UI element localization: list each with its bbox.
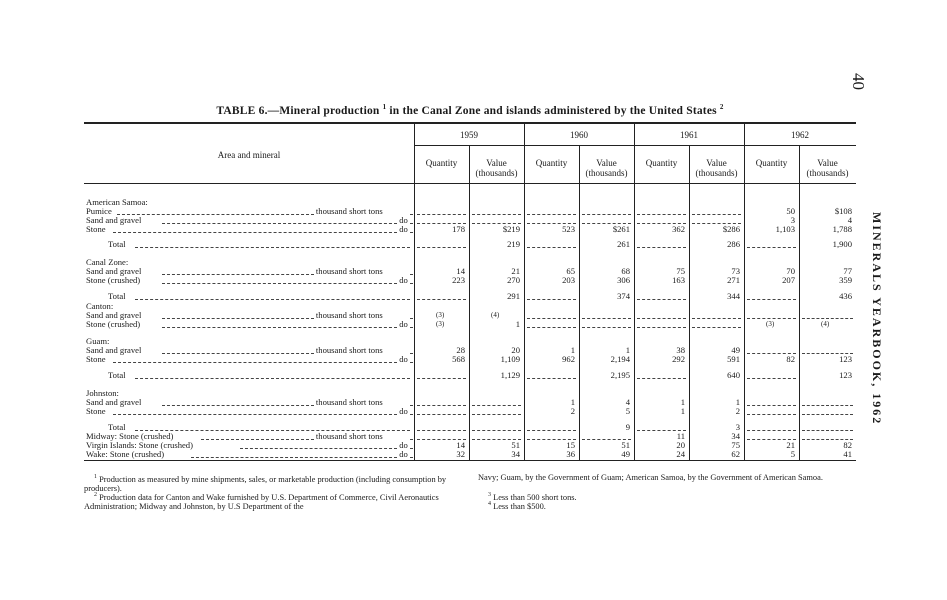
table-cell: 640	[727, 370, 740, 380]
leader-dots	[135, 299, 411, 300]
table-cell: 270	[507, 275, 520, 285]
empty-cell-dashes	[417, 378, 466, 379]
table-cell: 50	[786, 206, 795, 216]
table-cell: 1,900	[832, 239, 852, 249]
table-cell: 15	[566, 440, 575, 450]
total-label: Total	[108, 371, 126, 380]
leader-dots	[410, 223, 413, 224]
total-label: Total	[108, 292, 126, 301]
table-cell: 568	[452, 354, 465, 364]
row-label: Pumice	[86, 207, 112, 216]
footnote-3-mark: 3	[488, 492, 491, 498]
leader-dots	[162, 274, 314, 275]
empty-cell-dashes	[417, 247, 466, 248]
empty-cell-dashes	[637, 327, 686, 328]
col-value-1959	[469, 158, 524, 178]
value-label: Value	[706, 158, 727, 168]
leader-dots	[410, 439, 413, 440]
leader-dots	[201, 439, 314, 440]
year-header-1960: 1960	[570, 130, 588, 140]
empty-cell-dashes	[692, 214, 741, 215]
column-rule	[744, 122, 745, 460]
leader-dots	[410, 405, 413, 406]
table-cell: 123	[839, 354, 852, 364]
table-cell: 34	[511, 449, 520, 459]
footnote-2-continued	[478, 473, 858, 482]
title-footnote-2: 2	[719, 103, 724, 111]
empty-cell-dashes	[582, 327, 631, 328]
table-title	[84, 103, 856, 117]
table-cell: (4)	[491, 311, 500, 319]
table-cell: 14	[456, 440, 465, 450]
empty-cell-dashes	[527, 378, 576, 379]
footnote-4-text: Less than $500.	[493, 501, 546, 511]
table-bottom-rule	[84, 460, 856, 461]
unit-label: thousand short tons	[315, 432, 383, 441]
table-cell: 1	[680, 406, 685, 416]
table-cell: 1,788	[832, 224, 852, 234]
table-cell: 1	[570, 397, 575, 407]
column-rule	[414, 122, 415, 460]
table-cell: 362	[672, 224, 685, 234]
table-cell: 5	[625, 406, 630, 416]
table-cell: 9	[625, 422, 630, 432]
value-unit-label: (thousands)	[695, 168, 738, 178]
unit-label: thousand short tons	[315, 207, 383, 216]
table-cell: 359	[839, 275, 852, 285]
footnote-4	[478, 500, 858, 511]
table-cell: 1	[570, 345, 575, 355]
total-label: Total	[108, 423, 126, 432]
col-quantity-1962: Quantity	[755, 158, 788, 168]
table-cell: 21	[511, 266, 520, 276]
empty-cell-dashes	[637, 299, 686, 300]
footnote-2-text-part2: Navy; Guam, by the Government of Guam; American Samoa, by the Government of American Samoa.	[478, 473, 823, 482]
unit-label: do	[399, 276, 408, 285]
table-cell: 291	[507, 291, 520, 301]
col-quantity-1961: Quantity	[645, 158, 678, 168]
leader-dots	[410, 414, 413, 415]
leader-dots	[410, 214, 413, 215]
table-cell: 41	[843, 449, 852, 459]
leader-dots	[410, 362, 413, 363]
table-cell: $108	[834, 206, 852, 216]
table-cell: 2,194	[610, 354, 630, 364]
leader-dots	[135, 430, 411, 431]
footnote-1-text: Production as measured by mine shipments, sales, or marketable production (including consumption by producers).	[84, 474, 447, 493]
leader-dots	[113, 414, 398, 415]
row-label: Sand and gravel	[86, 311, 142, 320]
table-cell: 1	[680, 397, 685, 407]
leader-dots	[162, 353, 314, 354]
row-label: Sand and gravel	[86, 216, 142, 225]
table-cell: 2,195	[610, 370, 630, 380]
leader-dots	[162, 405, 314, 406]
footnote-2-text-part1: Production data for Canton and Wake furnished by U.S. Department of Commerce, Civil Aeronautics Administration; Midway and Johnston, by U.S Department of the	[84, 492, 439, 511]
leader-dots	[113, 362, 398, 363]
empty-cell-dashes	[472, 405, 521, 406]
group-label: Guam:	[86, 337, 110, 346]
table-cell: 436	[839, 291, 852, 301]
unit-label: do	[399, 225, 408, 234]
empty-cell-dashes	[747, 378, 796, 379]
leader-dots	[410, 457, 413, 458]
table-cell: $286	[722, 224, 740, 234]
empty-cell-dashes	[692, 327, 741, 328]
title-text-end: in the Canal Zone and islands administered by the United States	[389, 104, 717, 117]
empty-cell-dashes	[802, 430, 853, 431]
table-cell: 14	[456, 266, 465, 276]
table-cell: 73	[731, 266, 740, 276]
table-cell: 36	[566, 449, 575, 459]
leader-dots	[410, 318, 413, 319]
col-value-1962	[799, 158, 856, 178]
unit-label: do	[399, 450, 408, 459]
row-label: Sand and gravel	[86, 398, 142, 407]
table-cell: (3)	[766, 320, 775, 328]
table-cell: 34	[731, 431, 740, 441]
leader-dots	[410, 448, 413, 449]
col-value-1960	[579, 158, 634, 178]
table-cell: 82	[843, 440, 852, 450]
table-cell: 24	[676, 449, 685, 459]
table-cell: 306	[617, 275, 630, 285]
leader-dots	[191, 457, 397, 458]
table-cell: 2	[570, 406, 575, 416]
table-cell: 62	[731, 449, 740, 459]
table-cell: 591	[727, 354, 740, 364]
value-label: Value	[596, 158, 617, 168]
row-label: Sand and gravel	[86, 346, 142, 355]
table-cell: 4	[847, 215, 852, 225]
table-cell: 38	[676, 345, 685, 355]
empty-cell-dashes	[582, 318, 631, 319]
table-top-rule	[84, 122, 856, 124]
empty-cell-dashes	[472, 414, 521, 415]
year-header-rule	[414, 145, 856, 146]
row-label: Stone (crushed)	[86, 320, 141, 329]
table-cell: 374	[617, 291, 630, 301]
table-cell: 82	[786, 354, 795, 364]
table-cell: 523	[562, 224, 575, 234]
table-cell: 4	[625, 397, 630, 407]
total-label: Total	[108, 240, 126, 249]
table-cell: 271	[727, 275, 740, 285]
leader-dots	[410, 327, 413, 328]
footnote-3-text: Less than 500 short tons.	[493, 492, 577, 502]
title-footnote-1: 1	[382, 103, 387, 111]
leader-dots	[240, 448, 397, 449]
leader-dots	[113, 232, 398, 233]
leader-dots	[117, 214, 314, 215]
table-cell: 223	[452, 275, 465, 285]
empty-cell-dashes	[637, 378, 686, 379]
unit-label: do	[399, 441, 408, 450]
value-label: Value	[486, 158, 507, 168]
unit-label: thousand short tons	[315, 398, 383, 407]
table-cell: 2	[735, 406, 740, 416]
leader-dots	[162, 327, 398, 328]
leader-dots	[162, 283, 398, 284]
empty-cell-dashes	[527, 299, 576, 300]
group-label: Canal Zone:	[86, 258, 129, 267]
table-cell: 77	[843, 266, 852, 276]
row-label: Stone	[86, 225, 106, 234]
empty-cell-dashes	[747, 299, 796, 300]
empty-cell-dashes	[527, 318, 576, 319]
year-header-1962: 1962	[791, 130, 809, 140]
table-cell: 292	[672, 354, 685, 364]
row-label: Wake: Stone (crushed)	[86, 450, 165, 459]
empty-cell-dashes	[692, 318, 741, 319]
empty-cell-dashes	[472, 214, 521, 215]
leader-dots	[162, 318, 314, 319]
empty-cell-dashes	[637, 214, 686, 215]
running-head: MINERALS YEARBOOK, 1962	[870, 212, 884, 426]
column-rule	[799, 145, 800, 460]
empty-cell-dashes	[802, 318, 853, 319]
table-cell: 32	[456, 449, 465, 459]
table-cell: 261	[617, 239, 630, 249]
table-cell: 1	[515, 319, 520, 329]
row-label: Midway: Stone (crushed)	[86, 432, 174, 441]
header-bottom-rule	[84, 183, 856, 184]
table-cell: 203	[562, 275, 575, 285]
empty-cell-dashes	[637, 318, 686, 319]
unit-label: thousand short tons	[315, 311, 383, 320]
table-cell: 1,129	[500, 370, 520, 380]
table-cell: 75	[676, 266, 685, 276]
table-cell: 163	[672, 275, 685, 285]
table-cell: 49	[621, 449, 630, 459]
unit-label: do	[399, 355, 408, 364]
empty-cell-dashes	[582, 214, 631, 215]
table-cell: 65	[566, 266, 575, 276]
value-label: Value	[817, 158, 838, 168]
footnote-1-mark: 1	[94, 474, 97, 480]
empty-cell-dashes	[747, 430, 796, 431]
table-cell: 123	[839, 370, 852, 380]
table-cell: 51	[621, 440, 630, 450]
table-cell: 219	[507, 239, 520, 249]
row-label: Sand and gravel	[86, 267, 142, 276]
table-cell: 5	[790, 449, 795, 459]
table-cell: 20	[511, 345, 520, 355]
table-cell: $261	[612, 224, 630, 234]
empty-cell-dashes	[417, 214, 466, 215]
column-rule	[469, 145, 470, 460]
empty-cell-dashes	[802, 405, 853, 406]
table-cell: 178	[452, 224, 465, 234]
empty-cell-dashes	[747, 247, 796, 248]
table-cell: 1	[735, 397, 740, 407]
empty-cell-dashes	[417, 430, 466, 431]
leader-dots	[410, 232, 413, 233]
footnote-2-start	[84, 491, 462, 511]
empty-cell-dashes	[527, 327, 576, 328]
empty-cell-dashes	[527, 247, 576, 248]
table-cell: 70	[786, 266, 795, 276]
table-cell: 207	[782, 275, 795, 285]
table-cell: 51	[511, 440, 520, 450]
row-label: Stone	[86, 355, 106, 364]
col-value-1961	[689, 158, 744, 178]
unit-label: do	[399, 216, 408, 225]
col-quantity-1959: Quantity	[425, 158, 458, 168]
page-number: 40	[849, 73, 868, 90]
empty-cell-dashes	[747, 414, 796, 415]
table-cell: 21	[786, 440, 795, 450]
row-label: Stone (crushed)	[86, 276, 141, 285]
leader-dots	[410, 274, 413, 275]
table-cell: 68	[621, 266, 630, 276]
title-text-start: TABLE 6.—Mineral production	[216, 104, 380, 117]
unit-label: thousand short tons	[315, 346, 383, 355]
empty-cell-dashes	[527, 214, 576, 215]
table-cell: 1,103	[775, 224, 795, 234]
unit-label: do	[399, 320, 408, 329]
group-label: Canton:	[86, 302, 114, 311]
col-quantity-1960: Quantity	[535, 158, 568, 168]
table-cell: (3)	[436, 320, 445, 328]
table-cell: 286	[727, 239, 740, 249]
table-cell: 3	[790, 215, 795, 225]
unit-label: thousand short tons	[315, 267, 383, 276]
leader-dots	[135, 378, 411, 379]
stub-header: Area and mineral	[217, 150, 281, 160]
leader-dots	[410, 283, 413, 284]
table-cell: 3	[735, 422, 740, 432]
row-label: Stone	[86, 407, 106, 416]
row-label: Virgin Islands: Stone (crushed)	[86, 441, 193, 450]
table-cell: 49	[731, 345, 740, 355]
leader-dots	[410, 353, 413, 354]
table-cell: 28	[456, 345, 465, 355]
empty-cell-dashes	[637, 247, 686, 248]
table-cell: (4)	[821, 320, 830, 328]
year-header-1961: 1961	[680, 130, 698, 140]
table-cell: 1,109	[500, 354, 520, 364]
year-header-1959: 1959	[460, 130, 478, 140]
empty-cell-dashes	[802, 414, 853, 415]
value-unit-label: (thousands)	[585, 168, 628, 178]
empty-cell-dashes	[417, 299, 466, 300]
value-unit-label: (thousands)	[475, 168, 518, 178]
table-cell: 344	[727, 291, 740, 301]
empty-cell-dashes	[527, 430, 576, 431]
empty-cell-dashes	[417, 414, 466, 415]
group-label: American Samoa:	[86, 198, 148, 207]
empty-cell-dashes	[747, 405, 796, 406]
table-cell: $219	[502, 224, 520, 234]
footnote-4-mark: 4	[488, 501, 491, 507]
table-cell: 20	[676, 440, 685, 450]
table-cell: 11	[676, 431, 685, 441]
empty-cell-dashes	[417, 405, 466, 406]
value-unit-label: (thousands)	[806, 168, 849, 178]
table-cell: 962	[562, 354, 575, 364]
table-cell: 1	[625, 345, 630, 355]
footnote-2-mark: 2	[94, 492, 97, 498]
table-cell: 75	[731, 440, 740, 450]
unit-label: do	[399, 407, 408, 416]
table-cell: (3)	[436, 311, 445, 319]
group-label: Johnston:	[86, 389, 119, 398]
empty-cell-dashes	[472, 430, 521, 431]
empty-cell-dashes	[747, 318, 796, 319]
leader-dots	[135, 247, 411, 248]
leader-dots	[162, 223, 398, 224]
